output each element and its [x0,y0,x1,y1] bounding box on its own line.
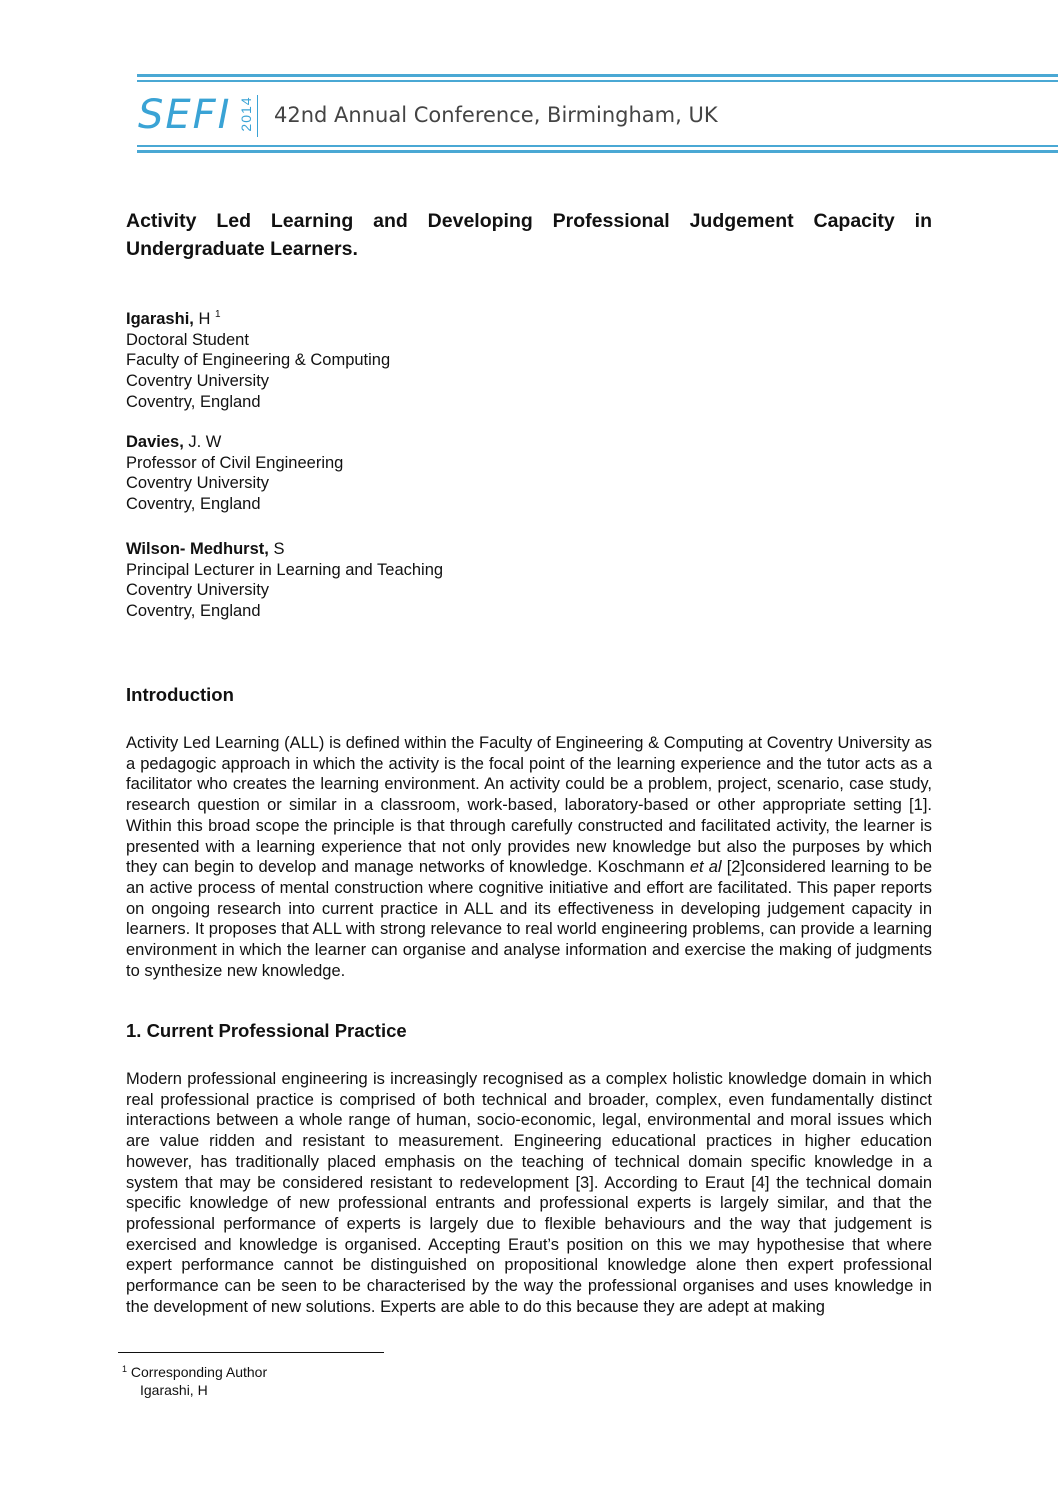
author-affiliation: Professor of Civil Engineering [126,453,344,472]
author-block-2 [126,432,932,515]
sefi-logo: SEFI [138,92,232,138]
intro-italic: et al [689,858,722,877]
logo-year-text: 2014 [238,96,254,132]
author-footnote-mark: 1 [214,309,221,320]
logo-year [236,94,256,136]
author-affiliation: Coventry University [126,372,270,391]
author-initials: J. W [183,433,222,451]
footnote [122,1360,267,1399]
paper-title: Activity Led Learning and Developing Professional Judgement Capacity in Undergraduate Learners. [126,210,932,260]
author-block-3 [126,539,932,622]
header-rule-top [137,74,1058,77]
author-affiliation: Principal Lecturer in Learning and Teaching [126,560,444,579]
author-affiliation: Coventry, England [126,392,261,411]
author-initials: S [268,540,285,558]
footnote-line: Corresponding Author [127,1364,268,1380]
header-rule-bottom [137,150,1058,153]
author-name: Davies, [126,433,184,451]
author-affiliation: Coventry, England [126,602,261,621]
logo-divider [257,95,258,137]
author-affiliation: Coventry University [126,581,270,600]
author-affiliation: Faculty of Engineering & Computing [126,351,391,370]
author-initials: H [193,310,215,328]
introduction-paragraph [126,733,932,981]
section-1-heading: 1. Current Professional Practice [126,1020,407,1041]
intro-text-part: [2]considered learning to be an active process of mental construction where cognitive initiative and effort are facilitated. This paper reports on ongoing research into current practice in ALL and its effectiveness in developing judgement capacity in learners. It proposes that ALL with strong relevance to real world engineering problems, can provide a learning environment in which the learner can organise and analyse information and exercise the making of judgments to synthesize new knowledge. [126,858,933,980]
footnote-line: Igarashi, H [140,1382,208,1398]
intro-text-part: Activity Led Learning (ALL) is defined within the Faculty of Engineering & Computing at Coventry University as a pedagogic approach in which the activity is the focal point of the learning experience and the tutor acts as a facilitator who creates the learning environment. An activity could be a problem, project, scenario, case study, research question or similar in a classroom, work-based, laboratory-based or other appropriate setting [1]. Within this broad scope the principle is that through carefully constructed and facilitated activity, the learner is presented with a learning experience that not only provides new knowledge but also the purposes by which they can begin to develop and manage networks of knowledge. Koschmann [126,734,932,877]
header-rule-bottom-thin [137,145,1058,147]
author-affiliation: Doctoral Student [126,330,249,349]
footnote-rule [118,1352,384,1353]
author-affiliation: Coventry, England [126,495,261,514]
header-rule-top-thin [137,80,1058,82]
author-block-1 [126,305,932,413]
introduction-heading: Introduction [126,684,234,705]
author-name: Wilson- Medhurst, [126,540,269,558]
author-affiliation: Coventry University [126,474,270,493]
conference-title: 42nd Annual Conference, Birmingham, UK [274,103,718,127]
section-1-paragraph: Modern professional engineering is increasingly recognised as a complex holistic knowledge domain in which real professional practice is comprised of both technical and broader, complex, even fundamentally distinct interactions between a whole range of human, socio-economic, legal, environmental and moral issues which are value ridden and resistant to measurement. Engineering educational practices in higher education however, has traditionally placed emphasis on the teaching of technical domain specific knowledge in a system that may be considered resistant to redevelopment [3]. According to Eraut [4] the technical domain specific knowledge of new professional entrants and professional experts is largely similar, and that the professional performance of experts is largely due to flexible behaviours and the way that judgement is exercised and knowledge is organised. Accepting Eraut’s position on this we may hypothesise that where expert performance cannot be distinguished on propositional knowledge alone then expert professional performance can be seen to be characterised by the way the professional organises and uses knowledge in the development of new solutions. Experts are able to do this because they are adept at making [126,1070,932,1316]
author-name: Igarashi, [126,310,194,328]
footnote-mark: 1 [122,1364,128,1374]
